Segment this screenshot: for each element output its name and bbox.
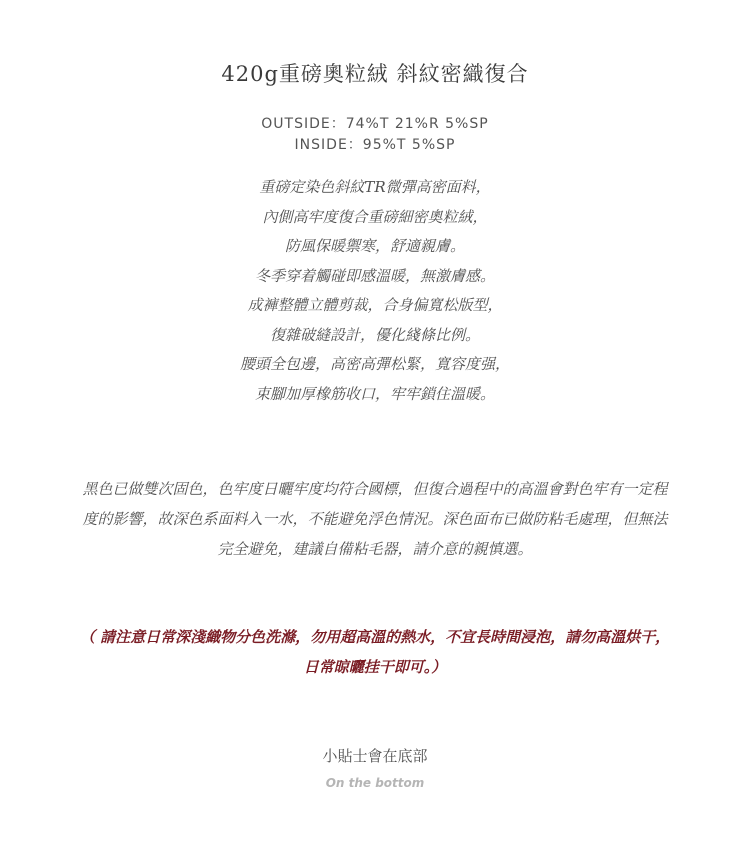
product-description [0,173,750,409]
notice-line: 黑色已做雙次固色，色牢度日曬牢度均符合國標，但復合過程中的高溫會對色牢有一定程 [82,480,668,498]
composition-inside: INSIDE：95%T 5%SP [294,137,456,153]
product-title: 420g重磅奧粒絨 斜紋密織復合 [221,62,529,86]
care-instructions [45,622,705,682]
composition-outside: OUTSIDE：74%T 21%R 5%SP [261,116,489,132]
notice-line: 完全避免，建議自備粘毛器，請介意的親慎選。 [217,540,533,558]
care-line: 日常晾曬挂干即可。） [303,658,447,676]
tips-heading: 小貼士會在底部 [322,747,428,765]
description-line: 內側高牢度復合重磅細密奧粒絨， [262,207,488,226]
description-line: 冬季穿着觸碰即感溫暖，無激膚感。 [254,266,495,285]
description-line: 重磅定染色斜紋TR微彈高密面料， [259,178,491,196]
description-line: 復雜破縫設計，優化綫條比例。 [269,325,480,344]
color-fastness-notice [55,474,695,564]
description-line: 腰頭全包邊，高密高彈松緊，寬容度强， [239,355,510,373]
description-line: 束腳加厚橡筋收口，牢牢鎖住溫暖。 [254,384,495,403]
tips-subheading: On the bottom [325,776,425,790]
notice-line: 度的影響，故深色系面料入一水，不能避免浮色情況。深色面布已做防粘毛處理，但無法 [82,510,668,528]
fabric-composition [0,114,750,156]
description-line: 成褲整體立體剪裁，合身偏寬松版型， [247,296,503,314]
care-line: （ 請注意日常深淺織物分色洗滌，勿用超高溫的熱水，不宜長時間浸泡，請勿高溫烘干， [79,628,671,646]
description-line: 防風保暖禦寒，舒適親膚。 [284,237,465,255]
